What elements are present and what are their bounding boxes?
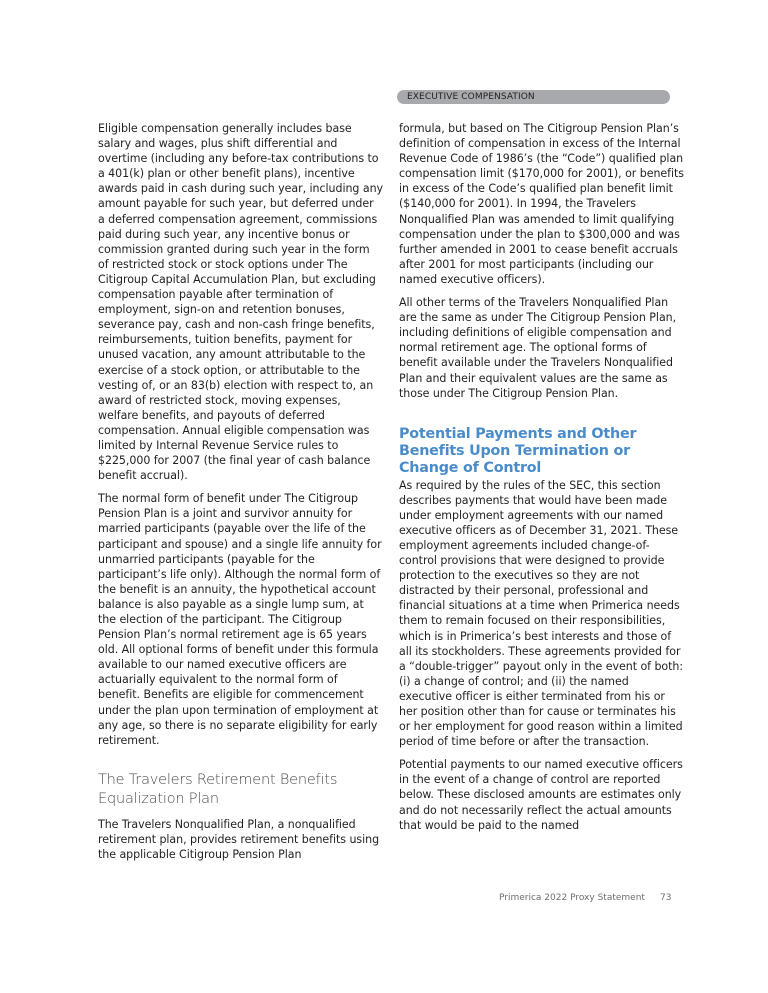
- left-column: [98, 121, 383, 870]
- paragraph: The Travelers Nonqualified Plan, a nonqualified retirement plan, provides retirement benefits using the applicable Citigroup Pension Plan: [98, 817, 380, 862]
- section-header-pill: [397, 90, 670, 104]
- paragraph: Potential payments to our named executive officers in the event of a change of control are reported below. These disclosed amounts are estimates only and do not necessarily reflect the actual amounts that would be paid to the named: [399, 758, 683, 832]
- section-heading: Potential Payments and Other Benefits Upon Termination or Change of Control: [399, 425, 637, 477]
- right-column: [399, 121, 684, 841]
- paragraph: formula, but based on The Citigroup Pension Plan’s definition of compensation in excess of the Internal Revenue Code of 1986’s (the “Code”) qualified plan compensation limit ($170,000 for 2001), or benefits in excess of the Code’s qualified plan benefit limit ($140,000 for 2001). In 1994, the Travelers Nonqualified Plan was amended to limit qualifying compensation under the plan to $300,000 and was further amended in 2001 to cease benefit accruals after 2001 for most participants (including our named executive officers).: [399, 122, 685, 286]
- subheading: The Travelers Retirement Benefits Equalization Plan: [98, 771, 338, 807]
- paragraph: The normal form of benefit under The Citigroup Pension Plan is a joint and survivor annuity for married participants (payable over the life of the participant and spouse) and a single life annuity for unmarried participants (payable for the participant’s life only). Although the normal form of the benefit is an annuity, the hypothetical account balance is also payable as a single lump sum, at the election of the participant. The Citigroup Pension Plan’s normal retirement age is 65 years old. All optional forms of benefit under this formula available to our named executive officers are actuarially equivalent to the normal form of benefit. Benefits are eligible for commencement under the plan upon termination of employment at any age, so there is no separate eligibility for early retirement.: [98, 492, 382, 747]
- paragraph: All other terms of the Travelers Nonqualified Plan are the same as under The Citigroup Pension Plan, including definitions of eligible compensation and normal retirement age. The optional forms of benefit available under the Travelers Nonqualified Plan and their equivalent values are the same as those under The Citigroup Pension Plan.: [399, 296, 677, 400]
- page-number: 73: [660, 893, 672, 903]
- paragraph: As required by the rules of the SEC, this section describes payments that would have been made under employment agreements with our named executive officers as of December 31, 2021. These employment agreements included change-of-control provisions that were designed to provide protection to the executives so they are not distracted by their personal, professional and financial situations at a time when Primerica needs them to remain focused on their responsibilities, which is in Primerica’s best interests and those of all its stockholders. These agreements provided for a “double-trigger” payout only in the event of both: (i) a change of control; and (ii) the named executive officer is either terminated from his or her position other than for cause or terminates his or her employment for good reason within a limited period of time before or after the transaction.: [399, 478, 684, 749]
- footer-document-title: Primerica 2022 Proxy Statement: [499, 893, 645, 903]
- section-label: EXECUTIVE COMPENSATION: [407, 92, 535, 102]
- paragraph: Eligible compensation generally includes base salary and wages, plus shift differential and overtime (including any before-tax contributions to a 401(k) plan or other benefit plans), incentive awards paid in cash during such year, including any amount payable for such year, but deferred under a deferred compensation agreement, commissions paid during such year, any incentive bonus or commission granted during such year in the form of restricted stock or stock options under The Citigroup Capital Accumulation Plan, but excluding compensation payable after termination of employment, sign-on and retention bonuses, severance pay, cash and non-cash fringe benefits, reimbursements, tuition benefits, payment for unused vacation, any amount attributable to the exercise of a stock option, or attributable to the vesting of, or an 83(b) election with respect to, an award of restricted stock, moving expenses, welfare benefits, and payouts of deferred compensation. Annual eligible compensation was limited by Internal Revenue Service rules to $225,000 for 2007 (the final year of cash balance benefit accrual).: [98, 122, 384, 483]
